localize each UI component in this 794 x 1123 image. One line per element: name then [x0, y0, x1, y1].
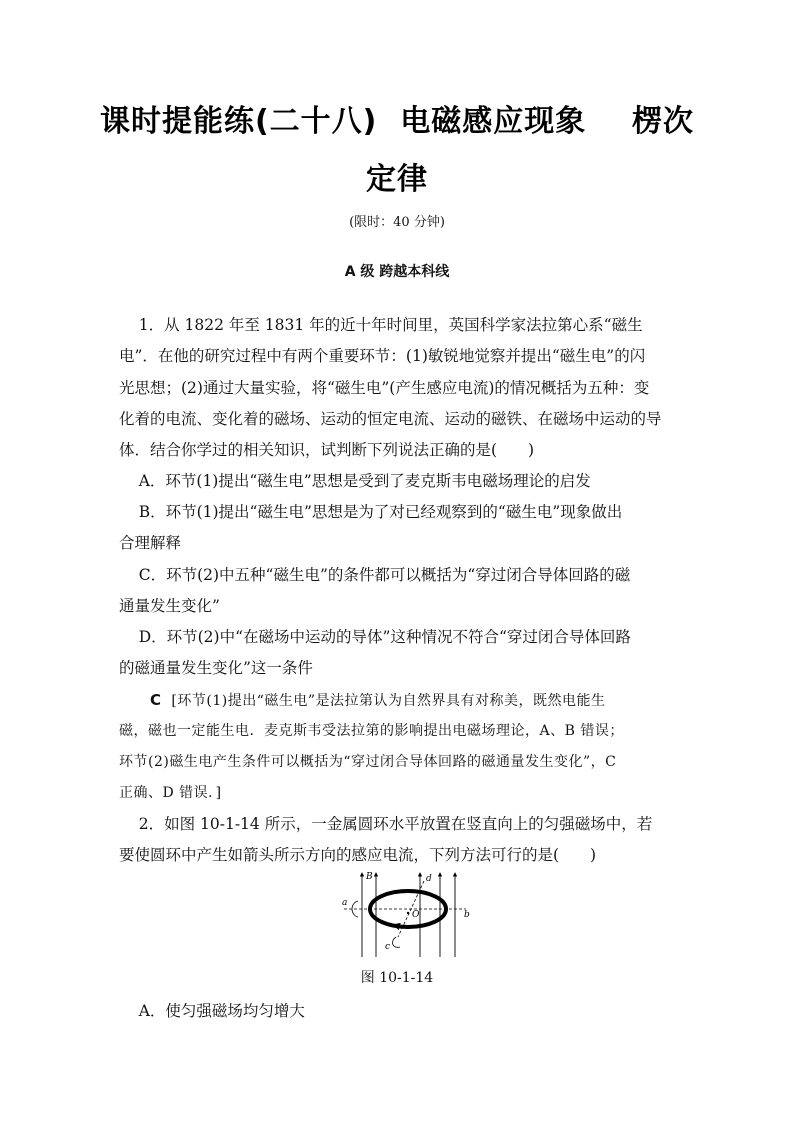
center-point	[407, 912, 409, 914]
title-part-2: 电磁感应现象 楞次	[377, 104, 695, 139]
q1-answer-line: 环节(2)磁生电产生条件可以概括为“穿过闭合导体回路的磁通量发生变化”，C	[119, 754, 617, 770]
q1-option-d: D．环节(2)中“在磁场中运动的导体”这种情况不符合“穿过闭合导体回路	[119, 628, 631, 646]
time-limit: (限时：40 分钟)	[349, 215, 445, 230]
page-title	[0, 96, 794, 140]
q1-option-c: C．环节(2)中五种“磁生电”的条件都可以概括为“穿过闭合导体回路的磁	[119, 566, 631, 584]
q2-option-a: A．使匀强磁场均匀增大	[119, 1002, 305, 1020]
q2-line: 要使圆环中产生如箭头所示方向的感应电流，下列方法可行的是( )	[119, 846, 597, 864]
section-level: A 级 跨越本科线	[344, 264, 450, 280]
figure-caption: 图 10-1-14	[360, 970, 434, 986]
q1-option-a: A．环节(1)提出“磁生电”思想是受到了麦克斯韦电磁场理论的启发	[119, 472, 591, 490]
label-B: B	[366, 872, 373, 882]
q2-line: 2．如图 10-1-14 所示，一金属圆环水平放置在竖直向上的匀强磁场中，若	[119, 815, 653, 833]
title-part-1: 课时提能练(二十八)	[99, 104, 378, 139]
q1-line: 体．结合你学过的相关知识，试判断下列说法正确的是( )	[119, 441, 535, 459]
label-b: b	[464, 910, 470, 920]
label-O: O	[412, 910, 420, 920]
rotation-c-icon	[393, 937, 400, 947]
q1-option-d-cont: 的磁通量发生变化”这一条件	[119, 659, 313, 677]
q1-line: 光思想；(2)通过大量实验，将“磁生电”(产生感应电流)的情况概括为五种：变	[119, 379, 650, 397]
label-c: c	[385, 942, 391, 952]
q1-line: 化着的电流、变化着的磁场、运动的恒定电流、运动的磁铁、在磁场中运动的导	[119, 410, 662, 428]
answer-text: [环节(1)提出“磁生电”是法拉第认为自然界具有对称美，既然电能生	[161, 693, 606, 709]
answer-letter: C	[150, 691, 162, 709]
q1-answer-line	[150, 690, 606, 711]
ring-in-field-figure	[340, 867, 480, 959]
page-title-line2: 定律	[366, 162, 428, 197]
q1-line: 电”．在他的研究过程中有两个重要环节：(1)敏锐地觉察并提出“磁生电”的闪	[119, 347, 646, 365]
q1-line: 1．从 1822 年至 1831 年的近十年时间里，英国科学家法拉第心系“磁生	[119, 316, 643, 334]
label-d: d	[426, 874, 432, 884]
q1-answer-line: 正确、D 错误．]	[119, 785, 222, 801]
q1-option-b: B．环节(1)提出“磁生电”思想是为了对已经观察到的“磁生电”现象做出	[119, 503, 623, 521]
label-a: a	[342, 898, 348, 908]
q1-answer-line: 磁，磁也一定能生电．麦克斯韦受法拉第的影响提出电磁场理论，A、B 错误；	[119, 723, 624, 739]
q1-option-b-cont: 合理解释	[119, 534, 182, 552]
q1-option-c-cont: 通量发生变化”	[119, 597, 220, 615]
